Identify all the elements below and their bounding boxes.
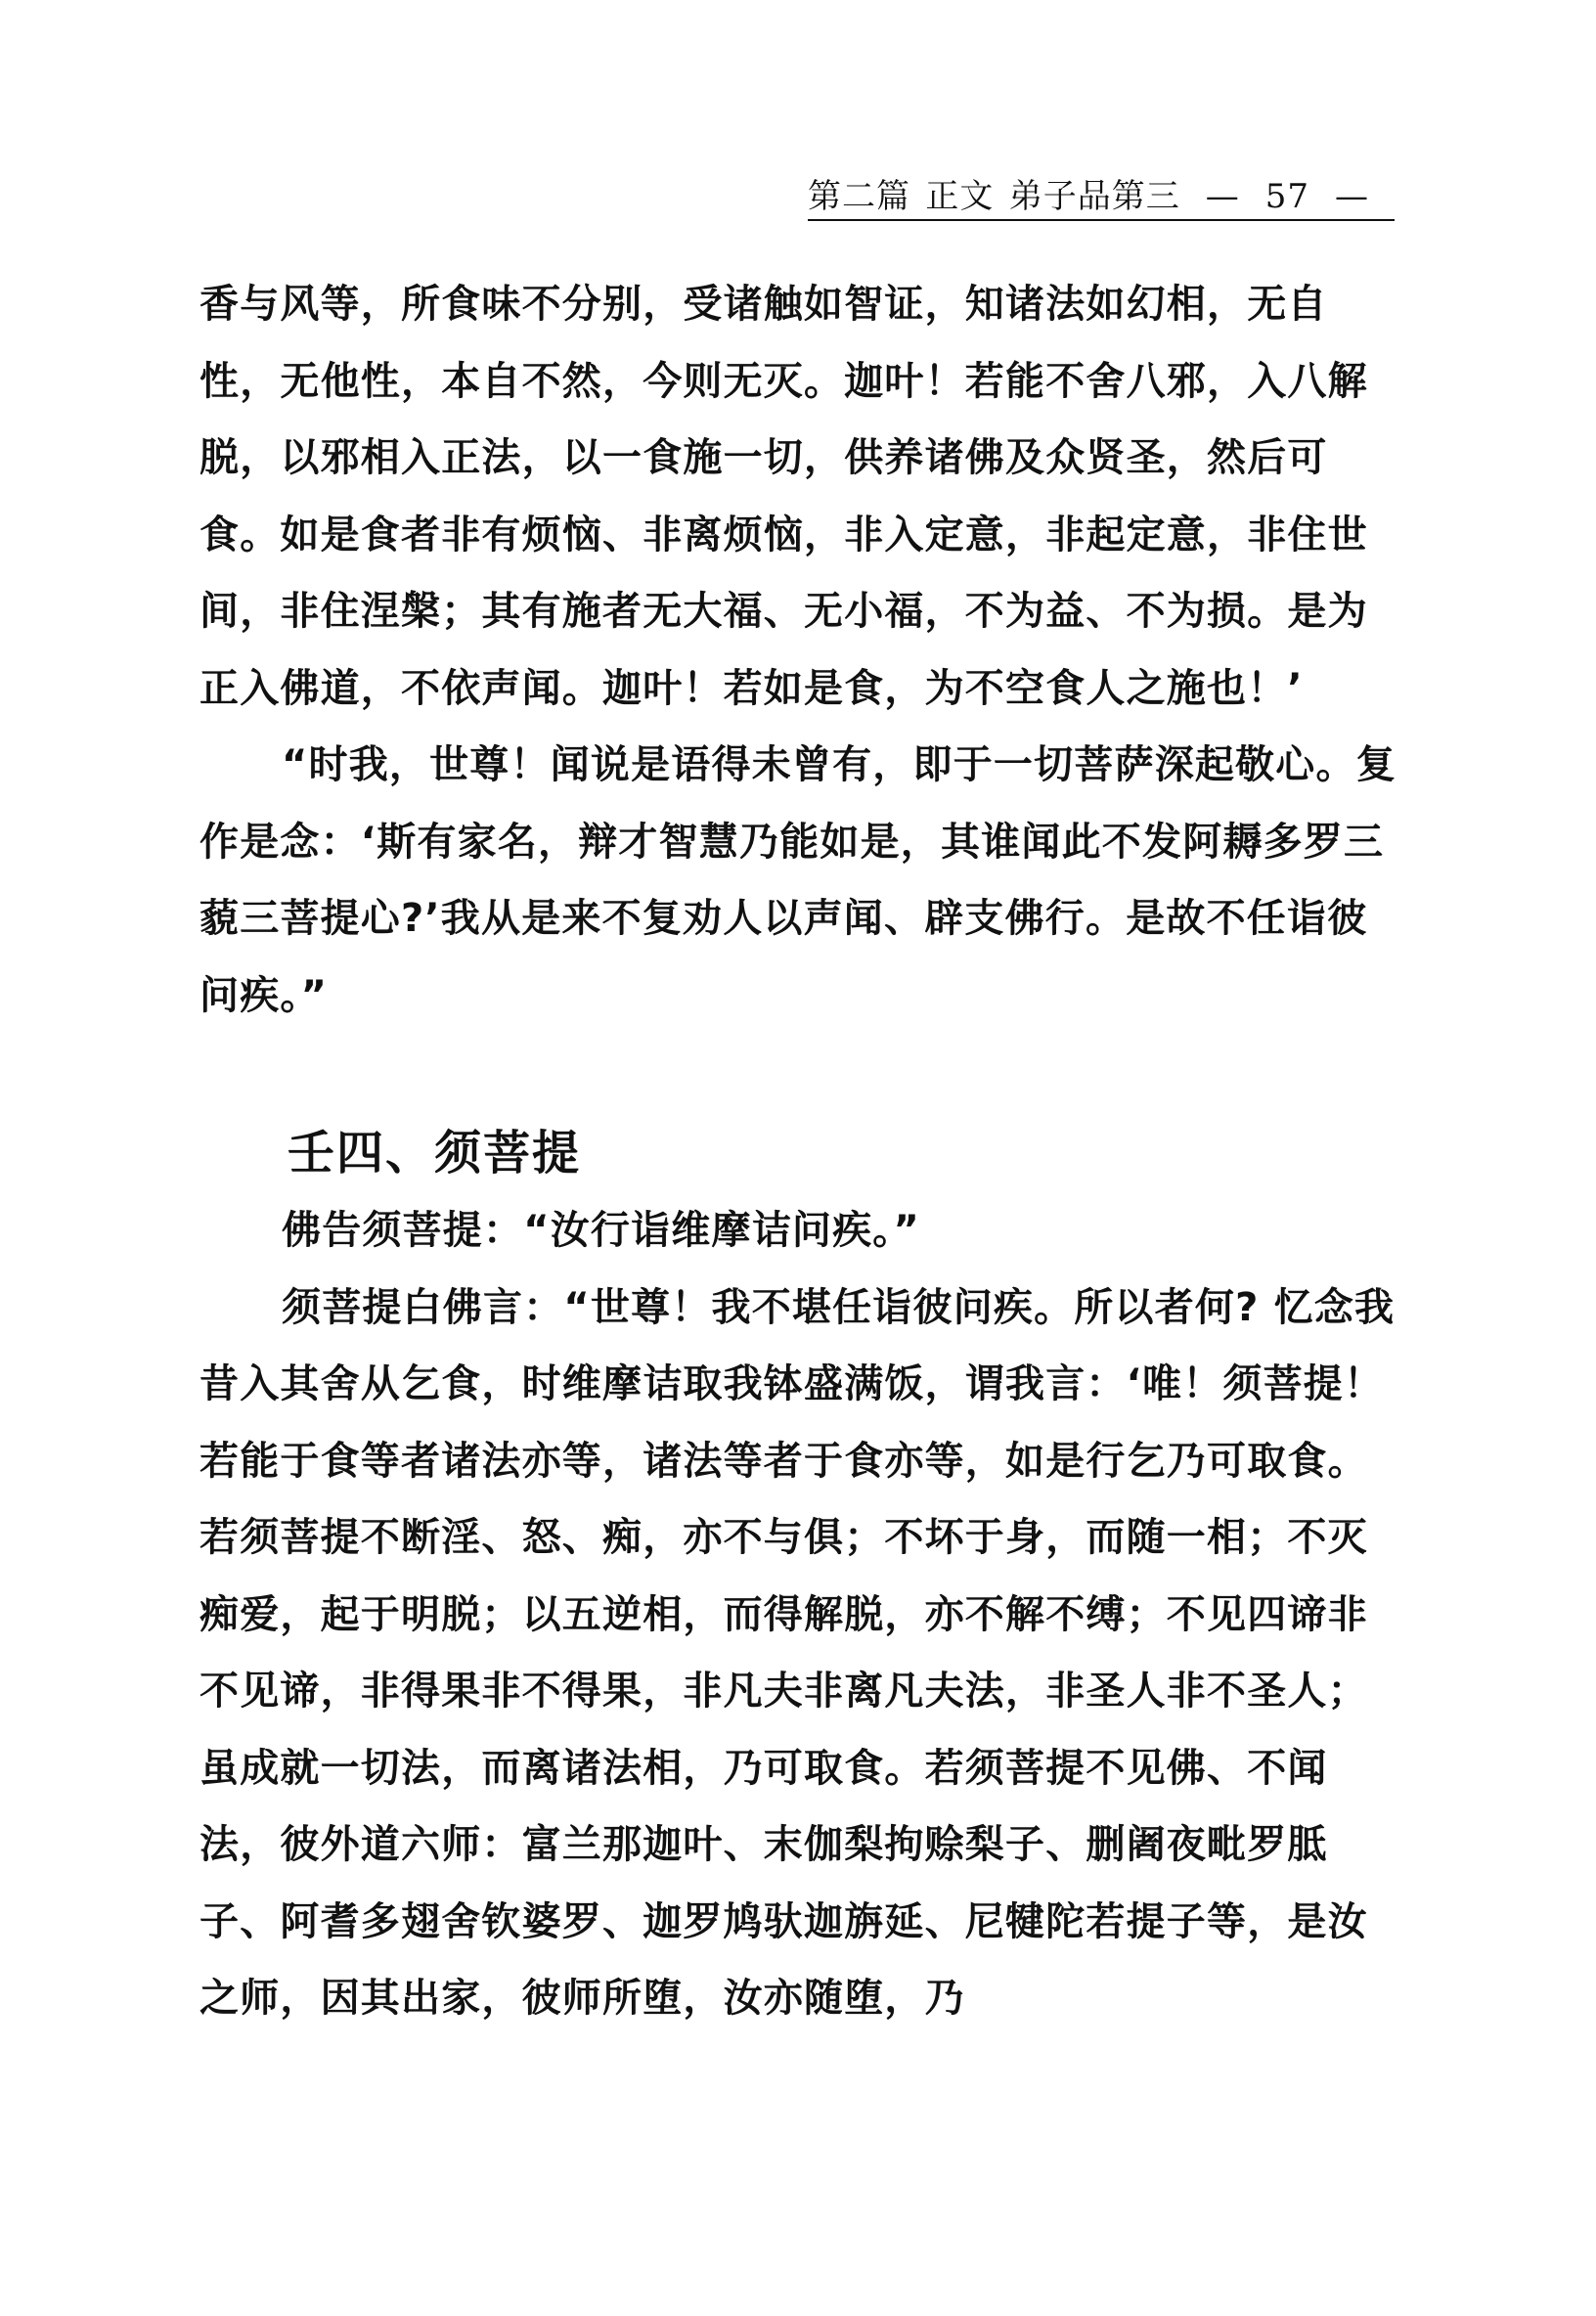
header-dash-left: — — [1205, 177, 1240, 216]
header-title: 弟子品第三 — [1008, 177, 1180, 216]
paragraph: 须菩提白佛言：“世尊！我不堪任诣彼问疾。所以者何? 忆念我昔入其舍从乞食，时维摩诘取我钵盛满饭，谓我言：‘唯！须菩提！若能于食等者诸法亦等，诸法等者于食亦等，如是行乞乃可取食。若须菩提不断淫、怒、痴，亦不与俱；不坏于身，而随一相；不灭痴爱，起于明脱；以五逆相，而得解脱，亦不解不缚；不见四谛非不见谛，非得果非不得果，非凡夫非离凡夫法，非圣人非不圣人；虽成就一切法，而离诸法相，乃可取食。若须菩提不见佛、不闻法，彼外道六师：富兰那迦叶、末伽梨拘赊梨子、删阇夜毗罗胝子、阿耆多翅舍钦婆罗、迦罗鸠驮迦旃延、尼犍陀若提子等，是汝之师，因其出家，彼师所堕，汝亦随堕，乃 — [200, 1284, 1396, 2021]
header-dash-right: — — [1334, 177, 1369, 216]
body-text — [200, 266, 1396, 2037]
running-header — [808, 168, 1395, 221]
paragraph: 佛告须菩提：“汝行诣维摩诘问疾。” — [282, 1208, 920, 1253]
page-number: 57 — [1264, 177, 1309, 216]
paragraph-continued: 香与风等，所食味不分别，受诸触如智证，知诸法如幻相，无自性，无他性，本自不然，今则无灭。迦叶！若能不舍八邪，入八解脱，以邪相入正法，以一食施一切，供养诸佛及众贤圣，然后可食。如是食者非有烦恼、非离烦恼，非入定意，非起定意，非住世间，非住涅槃；其有施者无大福、无小福，不为益、不为损。是为正入佛道，不依声闻。迦叶！若如是食，为不空食人之施也！’ — [200, 282, 1368, 711]
paragraph: “时我，世尊！闻说是语得未曾有，即于一切菩萨深起敬心。复作是念：‘斯有家名，辩才智慧乃能如是，其谁闻此不发阿耨多罗三藐三菩提心?’我从是来不复劝人以声闻、辟支佛行。是故不任诣彼问疾。” — [200, 742, 1396, 1018]
section-heading: 壬四、须菩提 — [288, 1126, 582, 1180]
header-chapter: 第二篇 — [808, 177, 910, 216]
header-section: 正文 — [925, 177, 995, 216]
